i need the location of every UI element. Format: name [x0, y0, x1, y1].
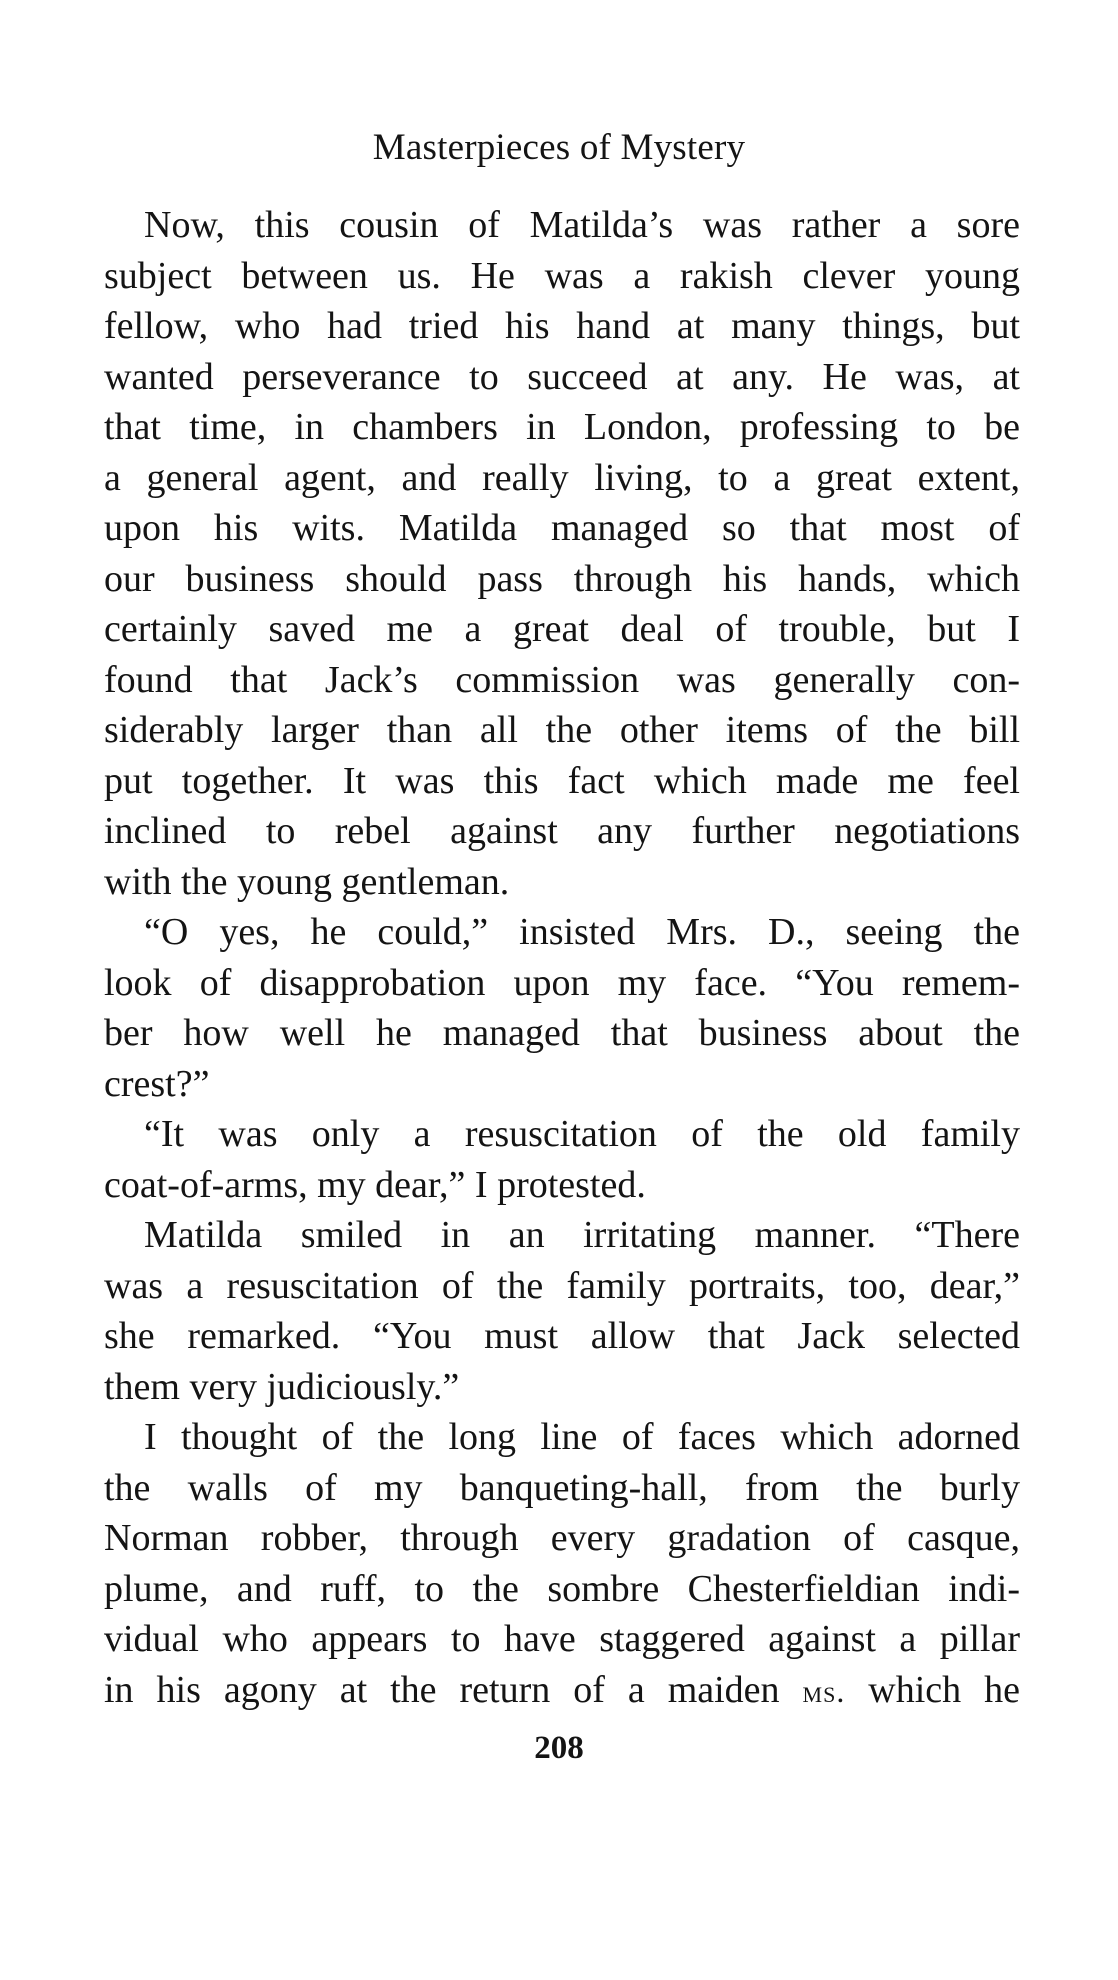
- text-line: coat-of-arms, my dear,” I protested.: [104, 1163, 646, 1206]
- page-number: 208: [534, 1730, 584, 1766]
- text-line: “It was only a resuscitation of the old family: [144, 1113, 1020, 1155]
- text-line: upon his wits. Matilda managed so that most of: [104, 507, 1020, 549]
- text-line: the walls of my banqueting-hall, from the burly: [104, 1466, 1020, 1509]
- text-line: a general agent, and really living, to a great extent,: [104, 456, 1020, 499]
- text-line: put together. It was this fact which made me feel: [104, 759, 1020, 802]
- text-line: subject between us. He was a rakish clever young: [104, 254, 1020, 297]
- manuscript-abbreviation: ms.: [802, 1672, 846, 1709]
- text-line: inclined to rebel against any further negotiations: [104, 810, 1020, 852]
- text-line-final: [104, 1665, 1020, 1716]
- text-line-end: which he: [845, 1668, 1021, 1711]
- text-line: Matilda smiled in an irritating manner. “There: [144, 1214, 1020, 1256]
- body-text: [104, 200, 1020, 1715]
- text-line: Now, this cousin of Matilda’s was rather a sore: [144, 204, 1020, 246]
- text-line: fellow, who had tried his hand at many things, but: [104, 305, 1020, 347]
- text-line: I thought of the long line of faces which adorned: [144, 1416, 1020, 1458]
- text-line: Norman robber, through every gradation of casque,: [104, 1517, 1020, 1559]
- text-line: crest?”: [104, 1062, 210, 1105]
- text-line: she remarked. “You must allow that Jack selected: [104, 1315, 1020, 1357]
- text-line: our business should pass through his hands, which: [104, 557, 1020, 600]
- text-line: vidual who appears to have staggered against a pillar: [104, 1618, 1020, 1660]
- text-line: found that Jack’s commission was generally con-: [104, 658, 1020, 701]
- text-line: ber how well he managed that business about the: [104, 1012, 1020, 1054]
- text-line: “O yes, he could,” insisted Mrs. D., seeing the: [144, 911, 1020, 953]
- text-line: siderably larger than all the other items of the bill: [104, 709, 1020, 751]
- text-line: that time, in chambers in London, professing to be: [104, 406, 1020, 448]
- text-line: them very judiciously.”: [104, 1365, 460, 1408]
- text-line: was a resuscitation of the family portraits, too, dear,”: [104, 1264, 1020, 1307]
- text-line-start: in his agony at the return of a maiden: [104, 1668, 780, 1711]
- text-line: plume, and ruff, to the sombre Chesterfieldian indi-: [104, 1567, 1020, 1610]
- text-line: look of disapprobation upon my face. “You remem-: [104, 961, 1020, 1004]
- text-line: wanted perseverance to succeed at any. He was, at: [104, 355, 1020, 398]
- text-line: with the young gentleman.: [104, 860, 510, 903]
- text-line: certainly saved me a great deal of trouble, but I: [104, 608, 1020, 650]
- running-head: Masterpieces of Mystery: [372, 127, 746, 168]
